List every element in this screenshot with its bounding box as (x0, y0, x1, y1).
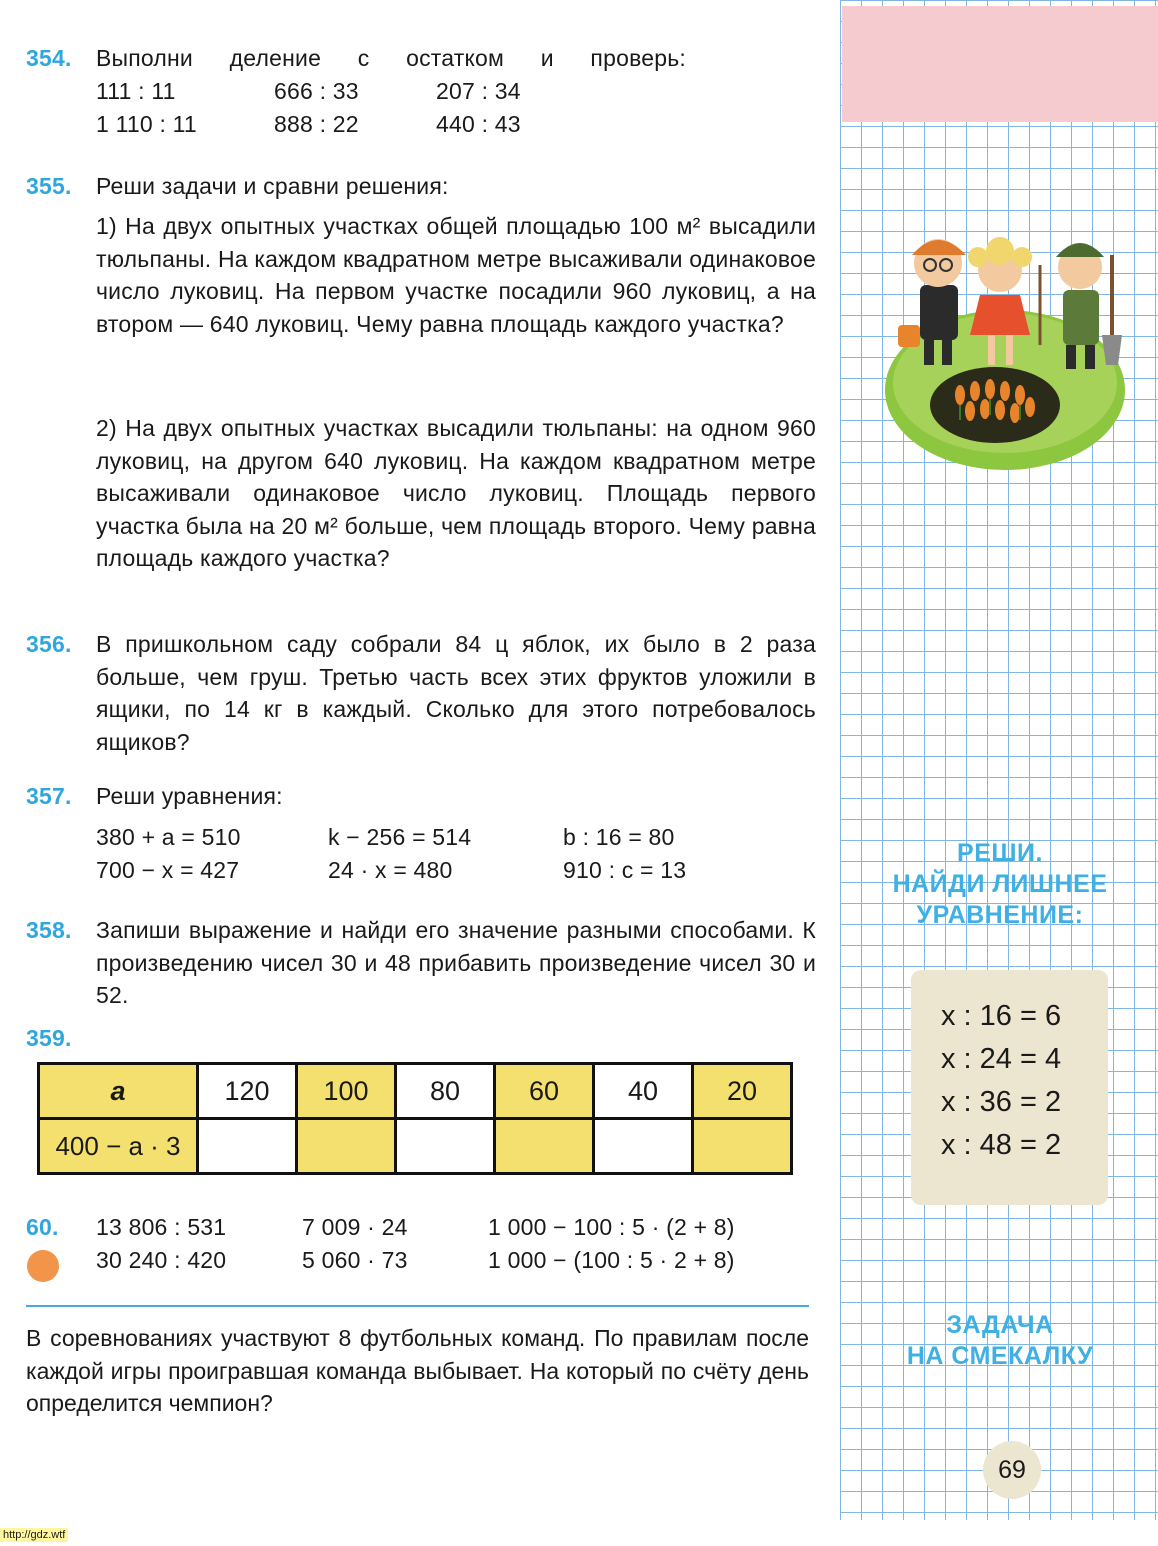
task-part-1: 1) На двух опытных участках общей площадью 100 м² высадили тюльпаны. На каждом квадратном метре высаживали одинаковое число луковиц. На первом участке посадили 960 луковиц, а на втором — 640 луковиц. Чему равна площадь каждого участка? (96, 213, 816, 337)
task-354 (26, 42, 816, 152)
answer-cell[interactable] (495, 1119, 594, 1174)
expression-row (96, 1244, 735, 1277)
task-title: Выполни деление с остатком и проверь: (96, 45, 686, 71)
equation: 380 + a = 510 (96, 824, 241, 850)
expression: 13 806 : 531 (96, 1214, 227, 1240)
equation: x : 24 = 4 (941, 1043, 1062, 1075)
expression: 1 000 − (100 : 5 · 2 + 8) (488, 1246, 735, 1273)
equations-card (911, 970, 1108, 1205)
page-number: 69 (983, 1441, 1041, 1499)
task-number: 356. (26, 631, 72, 657)
value-table (37, 1062, 793, 1175)
table-row-label: 400 − a · 3 (39, 1119, 198, 1174)
equation: x : 16 = 6 (941, 1000, 1062, 1032)
task-number: 358. (26, 917, 72, 943)
task-number: 357. (26, 783, 72, 809)
answer-cell[interactable] (198, 1119, 297, 1174)
expression: 888 : 22 (274, 110, 359, 137)
expression: 207 : 34 (436, 78, 521, 104)
task-text: Запиши выражение и найди его значение разными способами. К произведению чисел 30 и 48 прибавить произведение чисел 30 и 52. (96, 917, 816, 1008)
equation: k − 256 = 514 (328, 824, 472, 850)
puzzle-task-text: В соревнованиях участвуют 8 футбольных команд. По правилам после каждой игры проигравшая команда выбывает. На который по счёту день определится чемпион? (26, 1325, 809, 1416)
title-line: УРАВНЕНИЕ: (916, 901, 1084, 929)
task-357 (26, 780, 816, 890)
title-line: НАЙДИ ЛИШНЕЕ (892, 870, 1108, 898)
children-garden-illustration (880, 215, 1140, 480)
division-row (96, 108, 636, 141)
expression: 7 009 · 24 (302, 1214, 408, 1240)
task-356 (26, 628, 816, 763)
task-number: 354. (26, 45, 72, 71)
equation: 700 − x = 427 (96, 856, 240, 883)
title-line: РЕШИ. (957, 839, 1043, 867)
task-number: 355. (26, 173, 72, 199)
sidebar-header-block (842, 6, 1158, 122)
table-cell: 20 (693, 1064, 792, 1119)
answer-cell[interactable] (297, 1119, 396, 1174)
task-number: 60. (26, 1214, 59, 1240)
title-line: ЗАДАЧА (946, 1311, 1054, 1339)
equation: 24 · x = 480 (328, 856, 453, 883)
table-cell: 120 (198, 1064, 297, 1119)
equation-row (96, 821, 763, 854)
expression: 666 : 33 (274, 78, 359, 104)
task-part-2: 2) На двух опытных участках высадили тюльпаны: на одном 960 луковиц, на другом 640 луковиц. На каждом квадратном метре высаживали одинаковое число луковиц. Площадь первого участка была на 20 м² больше, чем площадь второго. Чему равна площадь каждого участка? (96, 415, 816, 571)
answer-cell[interactable] (693, 1119, 792, 1174)
task-359 (26, 1022, 816, 1058)
task-number: 359. (26, 1025, 72, 1051)
table-cell: 60 (495, 1064, 594, 1119)
task-355 (26, 170, 816, 610)
equation-row (96, 854, 763, 887)
puzzle-title (842, 1310, 1158, 1372)
expression: 30 240 : 420 (96, 1246, 227, 1273)
answer-cell[interactable] (594, 1119, 693, 1174)
table-cell: 100 (297, 1064, 396, 1119)
equation: b : 16 = 80 (563, 824, 675, 850)
task-358 (26, 914, 816, 1014)
expression: 111 : 11 (96, 78, 176, 104)
expression-row (96, 1211, 735, 1244)
odd-equation-title (842, 838, 1158, 931)
difficulty-dot-icon (27, 1250, 59, 1282)
task-title: Реши уравнения: (96, 783, 283, 809)
expression: 1 000 − 100 : 5 · (2 + 8) (488, 1214, 735, 1240)
divider-line (26, 1305, 809, 1307)
task-text: В пришкольном саду собрали 84 ц яблок, их было в 2 раза больше, чем груш. Третью часть всех этих фруктов уложили в ящики, по 14 кг в каждый. Сколько для этого потребовалось ящиков? (96, 631, 816, 755)
equation: x : 48 = 2 (941, 1129, 1062, 1161)
table-cell: 40 (594, 1064, 693, 1119)
title-line: НА СМЕКАЛКУ (906, 1342, 1094, 1370)
answer-cell[interactable] (396, 1119, 495, 1174)
task-360 (26, 1211, 816, 1281)
division-row (96, 75, 636, 108)
task-title: Реши задачи и сравни решения: (96, 173, 449, 199)
watermark-link[interactable]: http://gdz.wtf (0, 1528, 68, 1542)
expression: 5 060 · 73 (302, 1246, 408, 1273)
expression: 1 110 : 11 (96, 110, 197, 137)
equation: 910 : c = 13 (563, 856, 687, 883)
table-cell: 80 (396, 1064, 495, 1119)
table-header-a: a (39, 1064, 198, 1119)
equation: x : 36 = 2 (941, 1086, 1062, 1118)
expression: 440 : 43 (436, 110, 521, 137)
